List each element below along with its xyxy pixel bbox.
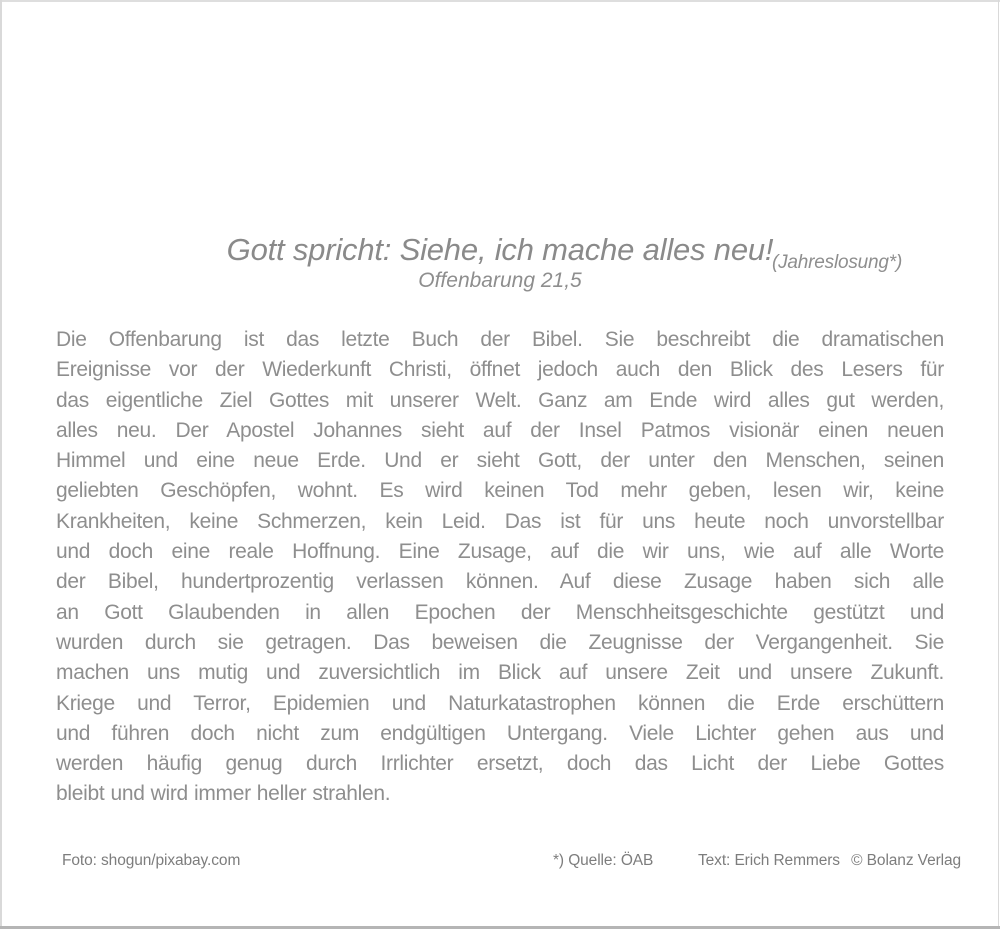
card-border-left — [0, 0, 2, 928]
devotional-text — [56, 325, 944, 810]
body-line: Krankheiten, keine Schmerzen, kein Leid. Das ist für uns heute noch unvorstellbar — [56, 509, 944, 533]
card-border-right — [998, 0, 1000, 928]
body-line: und führen doch nicht zum endgültigen Untergang. Viele Lichter gehen aus und — [56, 721, 944, 745]
body-line: machen uns mutig und zuversichtlich im Blick auf unsere Zeit und unsere Zukunft. — [56, 661, 944, 685]
body-line: Himmel und eine neue Erde. Und er sieht Gott, der unter den Menschen, seinen — [56, 449, 944, 473]
body-line: der Bibel, hundertprozentig verlassen können. Auf diese Zusage haben sich alle — [56, 570, 944, 594]
source-note: *) Quelle: ÖAB — [553, 852, 654, 869]
body-line: das eigentliche Ziel Gottes mit unserer Welt. Ganz am Ende wird alles gut werden, — [56, 388, 944, 412]
body-line: bleibt und wird immer heller strahlen. — [56, 782, 391, 806]
body-line: alles neu. Der Apostel Johannes sieht auf der Insel Patmos visionär einen neuen — [56, 418, 944, 442]
photo-credit: Foto: shogun/pixabay.com — [62, 852, 241, 869]
copyright: © Bolanz Verlag — [851, 852, 962, 869]
body-line: Die Offenbarung ist das letzte Buch der Bibel. Sie beschreibt die dramatischen — [56, 328, 944, 351]
card-border-bottom — [0, 926, 1000, 929]
bible-reference: Offenbarung 21,5 — [418, 269, 582, 292]
body-line: an Gott Glaubenden in allen Epochen der Menschheitsgeschichte gestützt und — [56, 600, 944, 624]
card-border-top — [0, 0, 1000, 2]
body-line: Kriege und Terror, Epidemien und Naturkatastrophen können die Erde erschüttern — [56, 691, 944, 715]
body-line: geliebten Geschöpfen, wohnt. Es wird keinen Tod mehr geben, lesen wir, keine — [56, 479, 944, 503]
title-annotation: (Jahreslosung*) — [772, 252, 903, 273]
page-title-row — [0, 231, 1000, 273]
body-line: wurden durch sie getragen. Das beweisen die Zeugnisse der Vergangenheit. Sie — [56, 630, 944, 654]
body-line: Ereignisse vor der Wiederkunft Christi, öffnet jedoch auch den Blick des Lesers für — [56, 358, 944, 382]
text-credit-row — [698, 851, 961, 871]
page-title: Gott spricht: Siehe, ich mache alles neu! — [226, 232, 774, 267]
text-credit: Text: Erich Remmers — [698, 852, 840, 869]
body-line: und doch eine reale Hoffnung. Eine Zusage, auf die wir uns, wie auf alle Worte — [56, 540, 944, 564]
body-line: werden häufig genug durch Irrlichter ersetzt, doch das Licht der Liebe Gottes — [56, 752, 944, 776]
